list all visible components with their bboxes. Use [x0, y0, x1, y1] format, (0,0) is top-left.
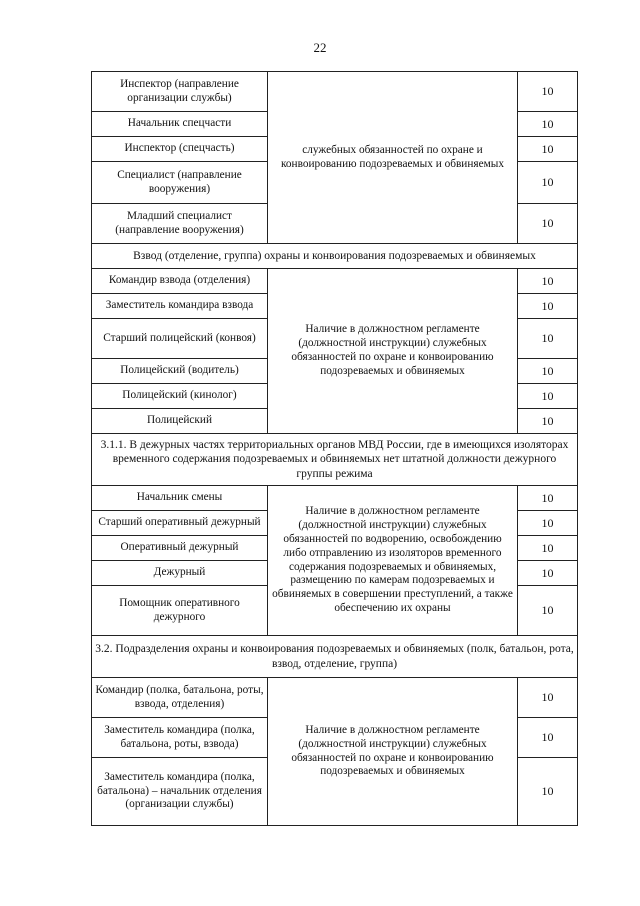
- position-cell: Специалист (направление вооружения): [92, 162, 268, 204]
- value-cell: 10: [518, 112, 578, 137]
- value-cell: 10: [518, 678, 578, 718]
- position-cell: Оперативный дежурный: [92, 536, 268, 561]
- value-cell: 10: [518, 561, 578, 586]
- value-cell: 10: [518, 162, 578, 204]
- value-cell: 10: [518, 137, 578, 162]
- staff-table: [91, 71, 578, 826]
- value-cell: 10: [518, 359, 578, 384]
- value-cell: 10: [518, 204, 578, 244]
- value-cell: 10: [518, 294, 578, 319]
- table-row: [92, 72, 578, 112]
- value-cell: 10: [518, 536, 578, 561]
- position-cell: Полицейский (водитель): [92, 359, 268, 384]
- table-row: [92, 486, 578, 511]
- position-cell: Младший специалист (направление вооружения): [92, 204, 268, 244]
- requirement-cell: Наличие в должностном регламенте (должностной инструкции) служебных обязанностей по водворению, освобождению либо отправлению из изоляторов временного содержания подозреваемых и обвиняемых, размещению по камерам подозреваемых и обвиняемых в совершении преступлений, а также обеспечению их охраны: [268, 486, 518, 636]
- value-cell: 10: [518, 758, 578, 826]
- value-cell: 10: [518, 409, 578, 434]
- position-cell: Старший оперативный дежурный: [92, 511, 268, 536]
- table-row: [92, 269, 578, 294]
- position-cell: Начальник спецчасти: [92, 112, 268, 137]
- position-cell: Заместитель командира (полка, батальона) – начальник отделения (организации службы): [92, 758, 268, 826]
- section-heading-row: [92, 636, 578, 678]
- section-heading: Взвод (отделение, группа) охраны и конвоирования подозреваемых и обвиняемых: [92, 244, 578, 269]
- table-row: [92, 678, 578, 718]
- value-cell: 10: [518, 586, 578, 636]
- requirement-cell: Наличие в должностном регламенте (должностной инструкции) служебных обязанностей по охране и конвоированию подозреваемых и обвиняемых: [268, 269, 518, 434]
- section-heading-row: [92, 244, 578, 269]
- section-heading: 3.1.1. В дежурных частях территориальных органов МВД России, где в имеющихся изоляторах временного содержания подозреваемых и обвиняемых нет штатной должности дежурного группы режима: [92, 434, 578, 486]
- value-cell: 10: [518, 511, 578, 536]
- value-cell: 10: [518, 384, 578, 409]
- position-cell: Начальник смены: [92, 486, 268, 511]
- value-cell: 10: [518, 718, 578, 758]
- value-cell: 10: [518, 319, 578, 359]
- position-cell: Дежурный: [92, 561, 268, 586]
- position-cell: Заместитель командира взвода: [92, 294, 268, 319]
- section-heading: 3.2. Подразделения охраны и конвоирования подозреваемых и обвиняемых (полк, батальон, рота, взвод, отделение, группа): [92, 636, 578, 678]
- position-cell: Инспектор (направление организации службы): [92, 72, 268, 112]
- section-heading-row: [92, 434, 578, 486]
- position-cell: Старший полицейский (конвоя): [92, 319, 268, 359]
- value-cell: 10: [518, 269, 578, 294]
- requirement-cell: Наличие в должностном регламенте (должностной инструкции) служебных обязанностей по охране и конвоированию подозреваемых и обвиняемых: [268, 678, 518, 826]
- position-cell: Заместитель командира (полка, батальона, роты, взвода): [92, 718, 268, 758]
- value-cell: 10: [518, 72, 578, 112]
- position-cell: Полицейский: [92, 409, 268, 434]
- requirement-cell: служебных обязанностей по охране и конвоированию подозреваемых и обвиняемых: [268, 72, 518, 244]
- value-cell: 10: [518, 486, 578, 511]
- position-cell: Полицейский (кинолог): [92, 384, 268, 409]
- position-cell: Командир взвода (отделения): [92, 269, 268, 294]
- position-cell: Командир (полка, батальона, роты, взвода, отделения): [92, 678, 268, 718]
- position-cell: Помощник оперативного дежурного: [92, 586, 268, 636]
- page-number: 22: [313, 40, 327, 55]
- position-cell: Инспектор (спецчасть): [92, 137, 268, 162]
